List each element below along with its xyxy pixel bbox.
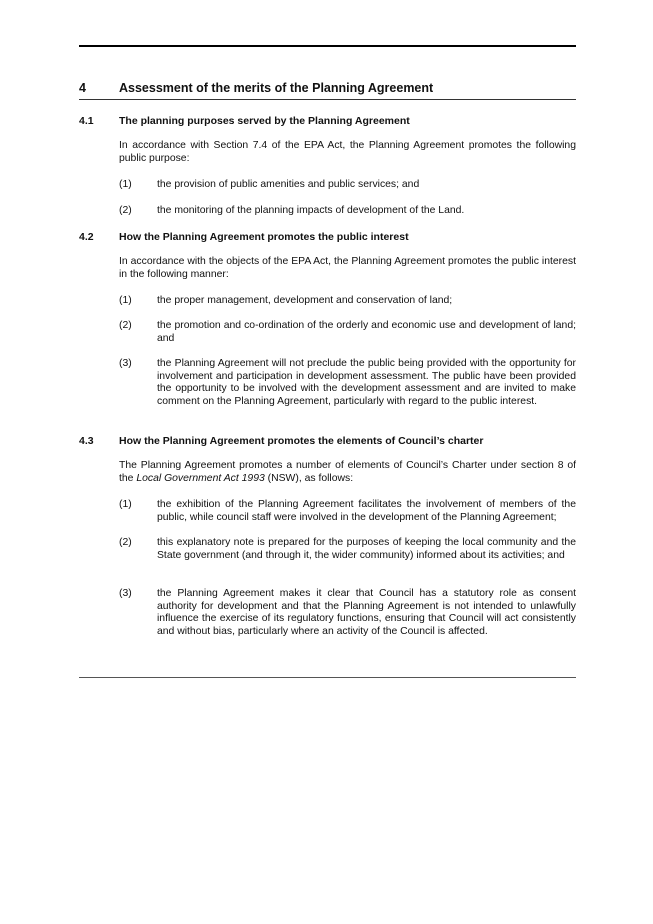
list-item-text: the Planning Agreement makes it clear that Council has a statutory role as consent authority for development and that the Planning Agreement is not intended to unlawfully influence the exercise of its regulatory functions, ensuring that Council will act consistently and without bias, particularly where an activity of the Council is affected.	[157, 588, 576, 637]
subsection-title: How the Planning Agreement promotes the elements of Council’s charter	[119, 435, 484, 447]
list-marker: (3)	[119, 588, 132, 599]
section-number: 4	[79, 81, 86, 95]
list-item-text: the monitoring of the planning impacts of development of the Land.	[157, 205, 465, 216]
subsection-number: 4.1	[79, 115, 94, 127]
section-title: Assessment of the merits of the Planning Agreement	[119, 81, 434, 95]
list-item-text: the exhibition of the Planning Agreement facilitates the involvement of members of the public, while council staff were involved in the development of the Planning Agreement;	[157, 499, 576, 523]
list-item-text: the Planning Agreement will not preclude the public being provided with the opportunity for involvement and participation in development assessment. The public have been provided the opportunity to be involved with the development assessment and are invited to make comment on the Planning Agreement, particularly with regard to the public interest.	[157, 358, 576, 407]
list-marker: (1)	[119, 295, 132, 306]
footer-rule	[79, 677, 576, 678]
paragraph-text: The Planning Agreement promotes a number of elements of Council’s Charter under section 8 of the	[119, 460, 576, 484]
paragraph-4-1: In accordance with Section 7.4 of the EPA Act, the Planning Agreement promotes the following public purpose:	[119, 140, 576, 164]
subsection-title: The planning purposes served by the Planning Agreement	[119, 115, 410, 127]
list-marker: (2)	[119, 205, 132, 216]
list-marker: (3)	[119, 358, 132, 369]
section-heading	[79, 79, 576, 100]
paragraph-text: (NSW), as follows:	[264, 472, 354, 484]
list-marker: (1)	[119, 499, 132, 510]
paragraph-4-3	[119, 460, 576, 485]
list-item-text: the promotion and co-ordination of the orderly and economic use and development of land; and	[157, 320, 576, 344]
header-rule	[79, 45, 576, 47]
subsection-title: How the Planning Agreement promotes the public interest	[119, 231, 409, 243]
list-item-text: the provision of public amenities and public services; and	[157, 179, 420, 190]
paragraph-4-2: In accordance with the objects of the EPA Act, the Planning Agreement promotes the public interest in the following manner:	[119, 256, 576, 280]
list-marker: (2)	[119, 537, 132, 548]
list-marker: (1)	[119, 179, 132, 190]
list-item-text: this explanatory note is prepared for the purposes of keeping the local community and the State government (and through it, the wider community) informed about its activities; and	[157, 537, 576, 561]
list-marker: (2)	[119, 320, 132, 331]
subsection-number: 4.2	[79, 231, 94, 243]
subsection-number: 4.3	[79, 435, 94, 447]
act-title: Local Government Act 1993	[136, 472, 265, 484]
list-item-text: the proper management, development and conservation of land;	[157, 295, 453, 306]
